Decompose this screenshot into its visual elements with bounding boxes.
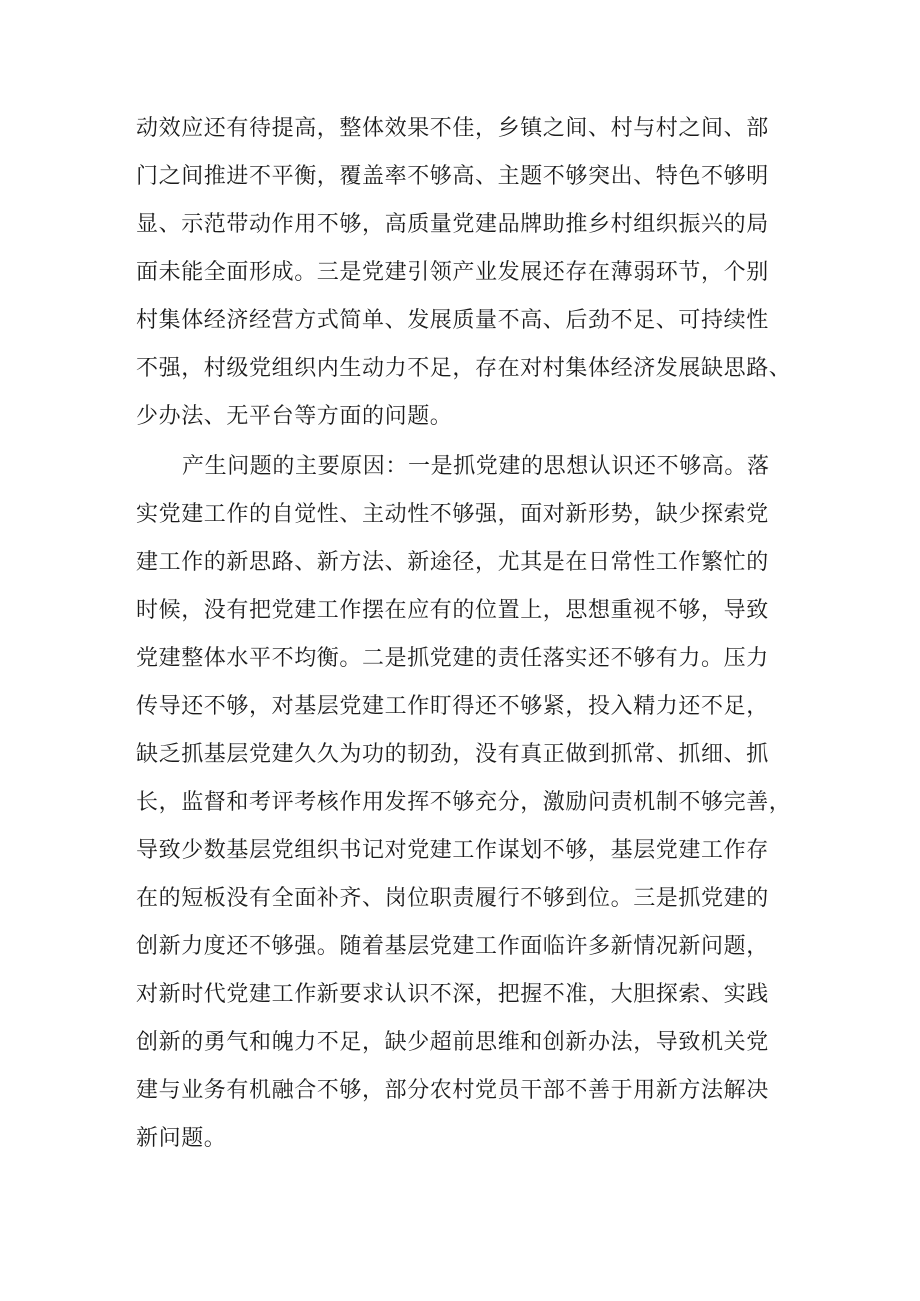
paragraph-line: 不强，村级党组织内生动力不足，存在对村集体经济发展缺思路、 [136,356,792,381]
paragraph-line: 实党建工作的自觉性、主动性不够强，面对新形势，缺少探索党 [136,502,769,527]
paragraph-line: 导致少数基层党组织书记对党建工作谋划不够，基层党建工作存 [136,838,769,863]
paragraph-line: 门之间推进不平衡，覆盖率不够高、主题不够突出、特色不够明 [136,164,769,189]
paragraph-line: 长，监督和考评考核作用发挥不够充分，激励问责机制不够完善， [136,790,792,815]
paragraph-line: 动效应还有待提高，整体效果不佳，乡镇之间、村与村之间、部 [136,116,769,141]
paragraph-1 [136,105,816,441]
paragraph-line: 村集体经济经营方式简单、发展质量不高、后劲不足、可持续性 [136,308,769,333]
paragraph-line: 在的短板没有全面补齐、岗位职责履行不够到位。三是抓党建的 [136,886,769,911]
paragraph-line: 缺乏抓基层党建久久为功的韧劲，没有真正做到抓常、抓细、抓 [136,742,769,767]
paragraph-line: 创新力度还不够强。随着基层党建工作面临许多新情况新问题， [136,934,769,959]
paragraph-line: 新问题。 [136,1126,227,1151]
paragraph-line: 建工作的新思路、新方法、新途径，尤其是在日常性工作繁忙的 [136,550,769,575]
paragraph-line: 产生问题的主要原因：一是抓党建的思想认识还不够高。落 [182,454,770,479]
paragraph-line: 创新的勇气和魄力不足，缺少超前思维和创新办法，导致机关党 [136,1030,769,1055]
paragraph-line: 党建整体水平不均衡。二是抓党建的责任落实还不够有力。压力 [136,646,769,671]
paragraph-line: 显、示范带动作用不够，高质量党建品牌助推乡村组织振兴的局 [136,212,769,237]
paragraph-line: 少办法、无平台等方面的问题。 [136,404,453,429]
paragraph-line: 对新时代党建工作新要求认识不深，把握不准，大胆探索、实践 [136,982,769,1007]
paragraph-line: 传导还不够，对基层党建工作盯得还不够紧，投入精力还不足， [136,694,769,719]
paragraph-line: 时候，没有把党建工作摆在应有的位置上，思想重视不够，导致 [136,598,769,623]
paragraph-2 [136,443,816,1163]
paragraph-line: 面未能全面形成。三是党建引领产业发展还存在薄弱环节，个别 [136,260,769,285]
paragraph-line: 建与业务有机融合不够，部分农村党员干部不善于用新方法解决 [136,1078,769,1103]
